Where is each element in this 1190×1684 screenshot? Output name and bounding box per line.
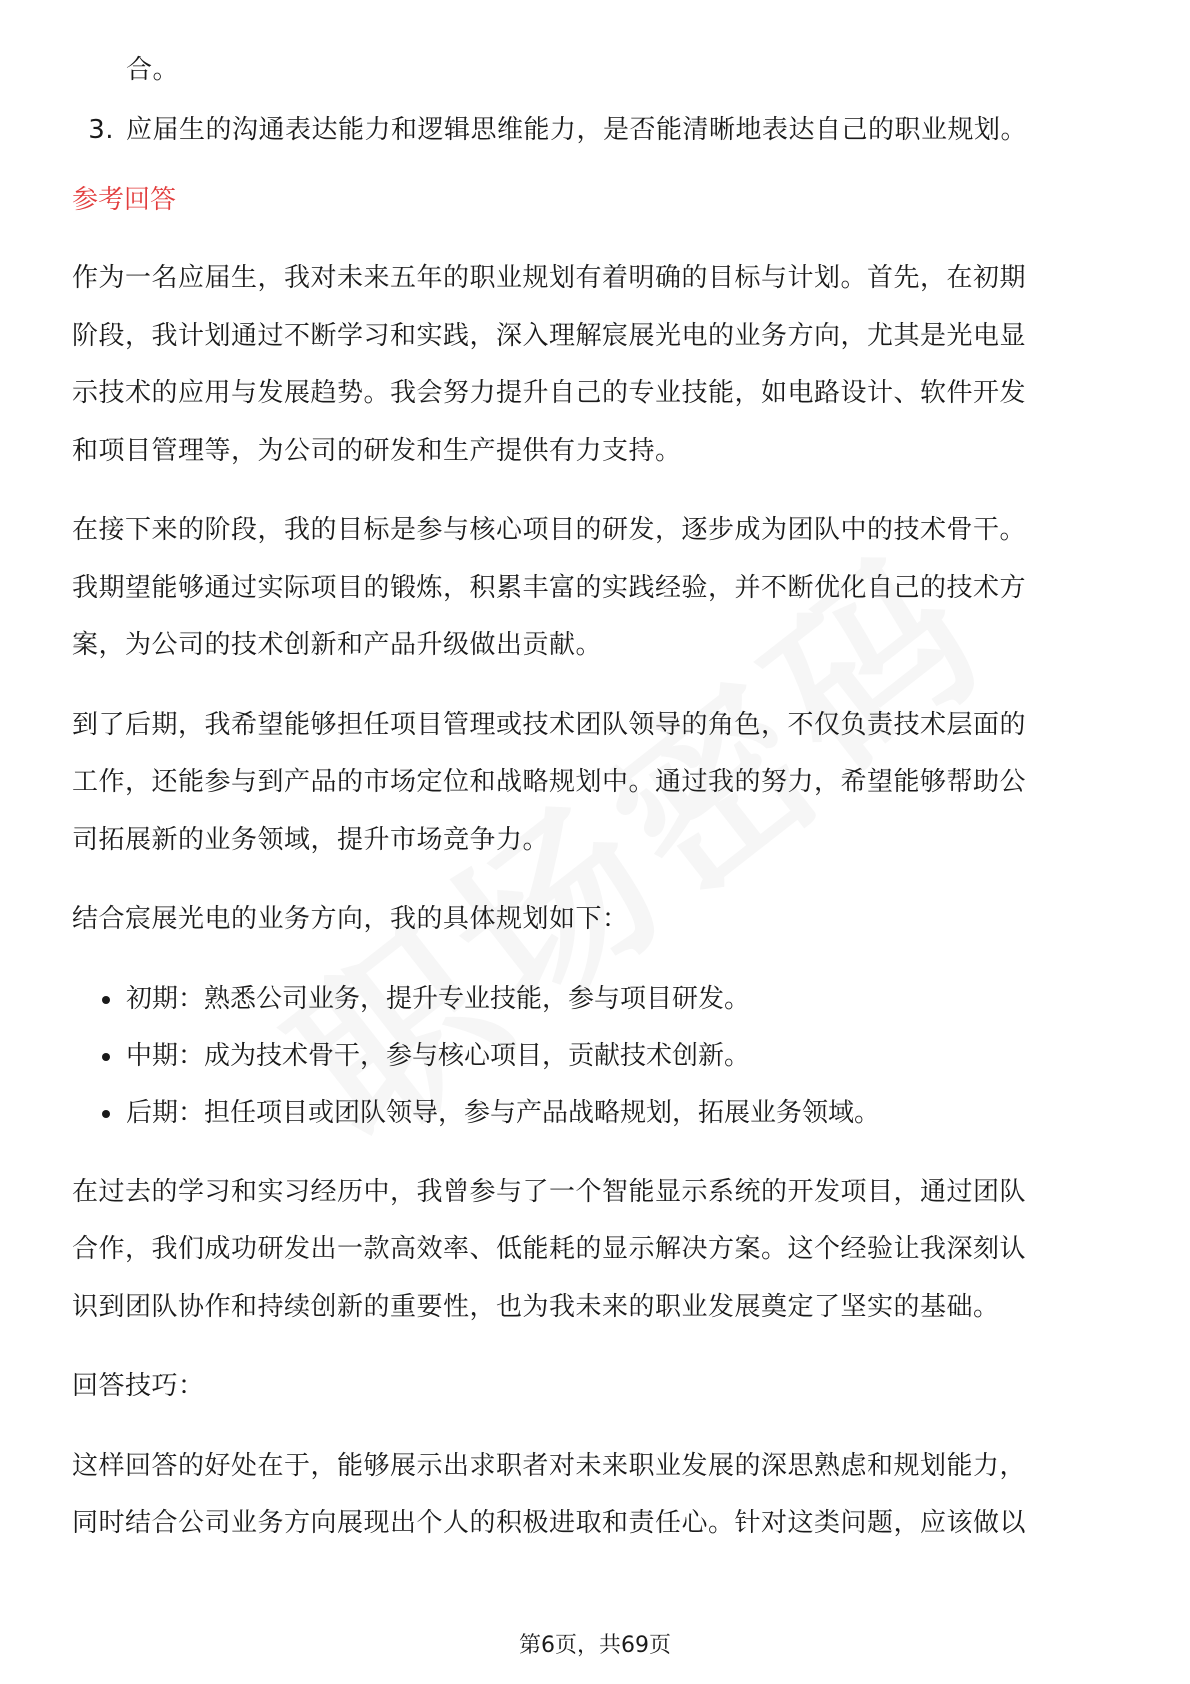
- paragraph-line: 回答技巧：: [72, 1371, 205, 1401]
- list-item: [72, 1085, 1118, 1142]
- list-item-text: 应届生的沟通表达能力和逻辑思维能力，是否能清晰地表达自己的职业规划。: [126, 115, 1028, 145]
- paragraph-line: 示技术的应用与发展趋势。我会努力提升自己的专业技能，如电路设计、软件开发: [72, 378, 1027, 408]
- paragraph-line: 结合宸展光电的业务方向，我的具体规划如下：: [72, 904, 629, 934]
- bullet-icon: [72, 1028, 126, 1085]
- list-item-text: 中期：成为技术骨干，参与核心项目，贡献技术创新。: [126, 1040, 751, 1071]
- paragraph-line: 这样回答的好处在于，能够展示出求职者对未来职业发展的深思熟虑和规划能力，: [72, 1450, 1027, 1481]
- section-heading: 参考回答: [72, 185, 177, 215]
- paragraph-line: 我期望能够通过实际项目的锻炼，积累丰富的实践经验，并不断优化自己的技术方: [72, 572, 1027, 603]
- paragraph-6: [72, 1358, 1118, 1416]
- list-number: 3.: [88, 115, 114, 145]
- paragraph-line: 同时结合公司业务方向展现出个人的积极进取和责任心。针对这类问题，应该做以: [72, 1508, 1027, 1538]
- page-number-footer: 第6页，共69页: [519, 1633, 671, 1658]
- list-item-text: 初期：熟悉公司业务，提升专业技能，参与项目研发。: [126, 983, 751, 1014]
- numbered-list-item: [72, 100, 1118, 160]
- paragraph-line: 合作，我们成功研发出一款高效率、低能耗的显示解决方案。这个经验让我深刻认: [72, 1234, 1027, 1264]
- list-item-text: 后期：担任项目或团队领导，参与产品战略规划，拓展业务领域。: [126, 1097, 881, 1128]
- paragraph-line: 司拓展新的业务领域，提升市场竞争力。: [72, 824, 550, 855]
- paragraph-line: 阶段，我计划通过不断学习和实践，深入理解宸展光电的业务方向，尤其是光电显: [72, 320, 1027, 351]
- bullet-list: [72, 971, 1118, 1142]
- paragraph-7: [72, 1438, 1118, 1553]
- paragraph-line: 识到团队协作和持续创新的重要性，也为我未来的职业发展奠定了坚实的基础。: [72, 1291, 1000, 1322]
- list-item-continuation: 合。: [126, 55, 180, 85]
- paragraph-line: 案，为公司的技术创新和产品升级做出贡献。: [72, 630, 603, 660]
- list-item: [72, 1028, 1118, 1085]
- bullet-icon: [72, 1085, 126, 1142]
- paragraph-1: [72, 250, 1118, 480]
- paragraph-line: 到了后期，我希望能够担任项目管理或技术团队领导的角色，不仅负责技术层面的: [72, 709, 1027, 740]
- paragraph-line: 在过去的学习和实习经历中，我曾参与了一个智能显示系统的开发项目，通过团队: [72, 1176, 1027, 1207]
- paragraph-5: [72, 1164, 1118, 1337]
- bullet-icon: [72, 971, 126, 1028]
- paragraph-3: [72, 697, 1118, 870]
- paragraph-line: 作为一名应届生，我对未来五年的职业规划有着明确的目标与计划。首先，在初期: [72, 263, 1027, 293]
- paragraph-line: 工作，还能参与到产品的市场定位和战略规划中。通过我的努力，希望能够帮助公: [72, 767, 1027, 797]
- page-content: [72, 40, 1118, 1553]
- list-item: [72, 971, 1118, 1028]
- paragraph-4: [72, 891, 1118, 949]
- paragraph-2: [72, 502, 1118, 675]
- paragraph-line: 和项目管理等，为公司的研发和生产提供有力支持。: [72, 435, 682, 466]
- paragraph-line: 在接下来的阶段，我的目标是参与核心项目的研发，逐步成为团队中的技术骨干。: [72, 515, 1027, 545]
